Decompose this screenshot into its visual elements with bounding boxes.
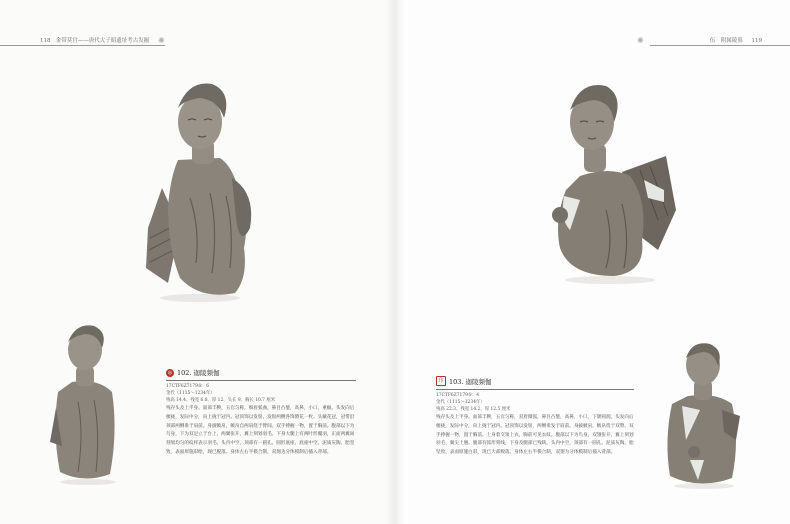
caption-item-103 xyxy=(436,376,634,458)
caption-102-period: 金代（1115～1234年） xyxy=(166,391,215,396)
caption-102-description: 残存头及上半身。面部丰腴，五官匀称，细眉弧曲，鼻目凸錾，高鼻，小口，重颐。头发向后梳拢，发际中分，向上拢于冠内。冠顶饰以发髻，发髻两侧各饰簪花一枚。头戴花冠，冠带沿颈部两侧垂于肩前。身披帔帛，帔帛自两肩绕于臂间。双手捧握一物，置于胸前。腹部以下为鸟身，下为双足立于台上，两翼张开，翼上刻划羽毛。下身大腿上有两叶形覆羽，正面两翼间刻划均匀的纹样表示羽毛。头内中空，颈部有一圆孔。圆形底座，底座中空。泥质灰陶，胎坚致，表面原施彩绘，现已脱落。身体左右半模合制，双翅为分体模制后插入背部。 xyxy=(166,406,355,455)
figurine-102-front-photo xyxy=(140,78,260,303)
left-flower-ornament: ✺ xyxy=(158,36,165,45)
caption-102-title: 102. 迦陵频伽 xyxy=(177,369,220,377)
caption-102-rule xyxy=(166,380,356,381)
right-page-number: 119 xyxy=(751,38,762,44)
caption-103-description: 残存头及上半身。面部丰腴，五官匀称，双眉微弧，鼻目凸錾，高鼻，小口，下颌圆润。头发向后梳拢，发际中分，向上拢于冠内。冠顶饰以发髻，两侧垂发于肩前。身披帔帛，帔帛绕于双臂。双手捧握一物，置于胸前。上身着交领上衣，胸前可见衣纹。腹部以下为鸟身，双翅张开，翼上刻划羽毛，翼尖上翘。腹部有弧形刻线，下身及腿部已残缺。头内中空，颈部有一圆孔。泥质灰陶，胎坚致，表面原施白彩，现已大部脱落。身体左右半模合制，双翅为分体模制后插入背部。 xyxy=(436,415,634,456)
figurine-103-front-photo xyxy=(540,80,680,285)
caption-102-id: 17CTF6Z7179⑤：6 xyxy=(166,384,210,389)
left-running-header xyxy=(40,36,149,44)
caption-103-title: 103. 迦陵频伽 xyxy=(449,377,492,386)
caption-item-102 xyxy=(166,368,356,458)
caption-103-period: 金代（1115～1234年） xyxy=(436,400,485,405)
right-flower-ornament: ✺ xyxy=(637,36,644,45)
left-page-number: 118 xyxy=(40,38,51,44)
right-section-title: 伍 附属陵墓 xyxy=(709,38,743,44)
caption-103-dimensions: 残高 22.3、残宽 14.2、厚 12.5 厘米 xyxy=(436,407,511,412)
caption-103-rule xyxy=(436,389,634,390)
square-seal-icon: 印 xyxy=(436,376,446,386)
caption-103-id: 17CTF6Z7179⑤：4 xyxy=(436,393,480,398)
figurine-102-alternate-photo xyxy=(48,322,126,487)
caption-102-dimensions: 残高 14.4、残宽 6.8、厚 12、头长 9、胸长 10.7 厘米 xyxy=(166,398,276,403)
caption-102-heading xyxy=(166,368,356,377)
right-header-rule xyxy=(650,45,790,46)
red-seal-icon: ◎ xyxy=(167,369,173,376)
book-gutter xyxy=(386,0,404,524)
caption-103-heading xyxy=(436,376,634,386)
figurine-103-alternate-photo xyxy=(660,340,746,490)
left-book-title: 金带莫宫——唐代大子昭遗址考古发掘 xyxy=(55,38,150,44)
left-header-rule xyxy=(0,45,165,46)
right-running-header xyxy=(710,36,762,44)
